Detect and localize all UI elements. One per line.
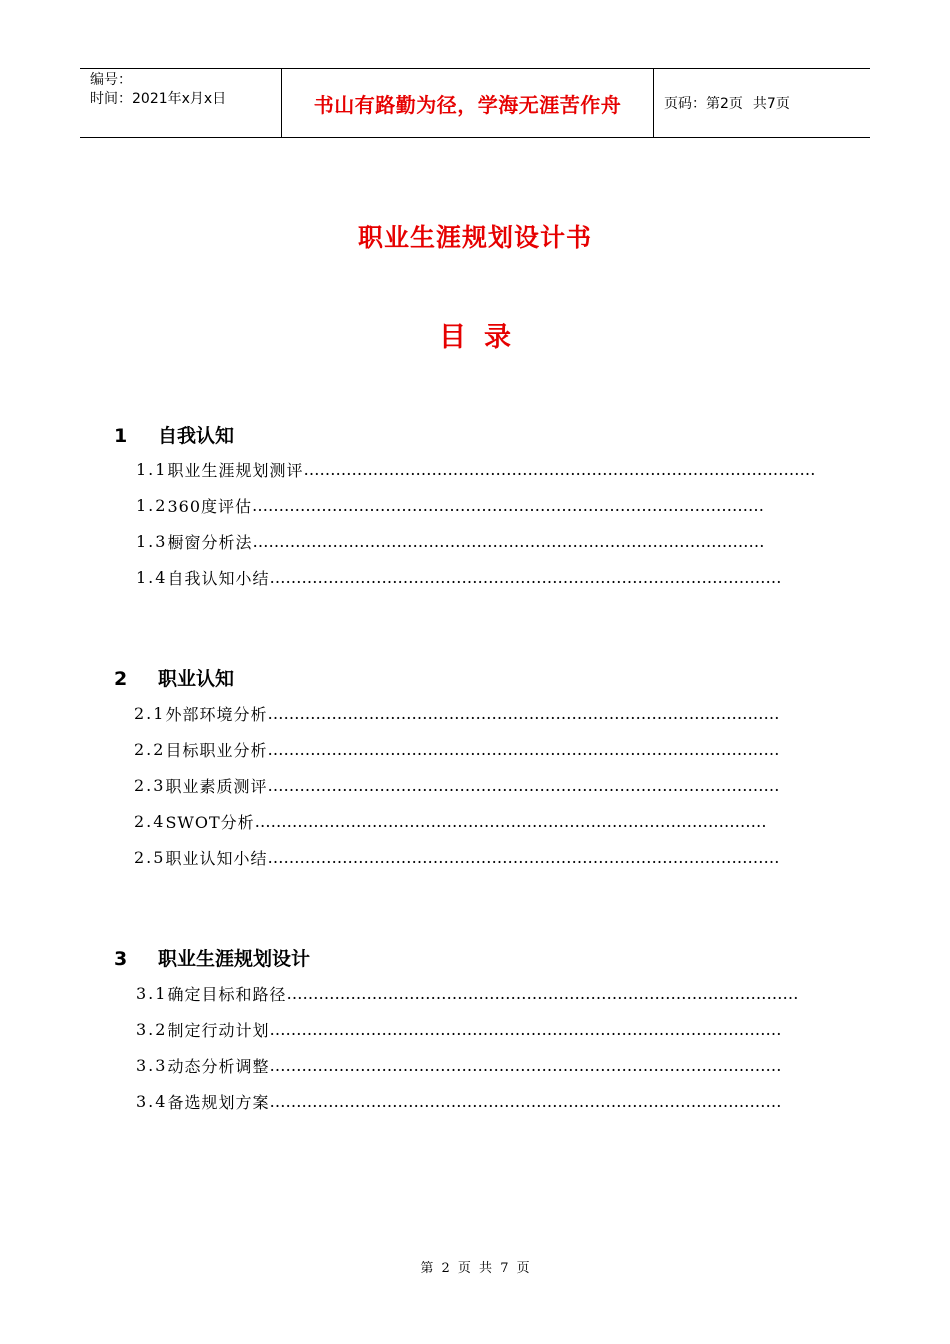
toc-entry[interactable]: [134, 845, 780, 869]
toc-entry[interactable]: [134, 701, 780, 725]
toc-entry[interactable]: [136, 457, 816, 481]
document-title: 职业生涯规划设计书: [357, 223, 592, 252]
header-page-code: 页码：第2页: [664, 96, 743, 112]
entry-number: 3.4: [136, 1091, 168, 1111]
section-number: 1: [114, 425, 128, 447]
page-footer: 第 2 页 共 7 页: [420, 1261, 530, 1276]
entry-number: 1.3: [136, 531, 168, 551]
toc-section-heading[interactable]: [114, 421, 234, 448]
entry-text: 确定目标和路径: [167, 984, 287, 1004]
entry-number: 2.4: [134, 811, 166, 831]
toc-entry[interactable]: [136, 529, 765, 553]
entry-text: 360度评估: [167, 496, 252, 516]
section-number: 2: [114, 668, 128, 690]
header-number-label: 编号：: [90, 72, 132, 88]
leader-dots: ……………………………………………………………………………………: [286, 983, 799, 1003]
page-header: [80, 68, 870, 138]
entry-number: 3.1: [136, 983, 168, 1003]
toc-entry[interactable]: [136, 565, 782, 589]
leader-dots: ……………………………………………………………………………………: [267, 775, 780, 795]
section-title: 职业认知: [158, 668, 235, 690]
entry-text: 外部环境分析: [165, 704, 268, 724]
entry-text: SWOT分析: [165, 812, 255, 832]
header-motto: 书山有路勤为径，学海无涯苦作舟: [282, 69, 654, 137]
toc-entry[interactable]: [134, 773, 780, 797]
entry-text: 橱窗分析法: [167, 532, 253, 552]
entry-text: 备选规划方案: [167, 1092, 270, 1112]
entry-text: 职业生涯规划测评: [167, 460, 304, 480]
leader-dots: ……………………………………………………………………………………: [267, 739, 780, 759]
entry-number: 1.2: [136, 495, 168, 515]
toc-entry[interactable]: [136, 1053, 782, 1077]
toc-title: 目录: [439, 322, 529, 353]
leader-dots: ……………………………………………………………………………………: [269, 567, 782, 587]
section-title: 自我认知: [158, 425, 235, 447]
entry-number: 2.3: [134, 775, 166, 795]
entry-number: 2.5: [134, 847, 166, 867]
entry-text: 职业认知小结: [165, 848, 268, 868]
entry-text: 动态分析调整: [167, 1056, 270, 1076]
entry-text: 目标职业分析: [165, 740, 268, 760]
entry-number: 3.3: [136, 1055, 168, 1075]
leader-dots: ……………………………………………………………………………………: [269, 1091, 782, 1111]
entry-number: 1.4: [136, 567, 168, 587]
entry-number: 2.2: [134, 739, 166, 759]
header-page-total: 共7页: [752, 96, 790, 112]
leader-dots: ……………………………………………………………………………………: [254, 811, 767, 831]
toc-entry[interactable]: [136, 1017, 782, 1041]
header-meta: [80, 69, 282, 137]
entry-text: 自我认知小结: [167, 568, 270, 588]
toc-section-heading[interactable]: [114, 664, 234, 691]
leader-dots: ……………………………………………………………………………………: [303, 459, 816, 479]
leader-dots: ……………………………………………………………………………………: [252, 495, 764, 515]
toc-section-heading[interactable]: [114, 944, 310, 971]
entry-number: 2.1: [134, 703, 166, 723]
leader-dots: ……………………………………………………………………………………: [267, 847, 780, 867]
entry-number: 1.1: [136, 459, 168, 479]
section-title: 职业生涯规划设计: [158, 948, 311, 970]
leader-dots: ……………………………………………………………………………………: [267, 703, 780, 723]
leader-dots: ……………………………………………………………………………………: [269, 1055, 782, 1075]
header-time-label: 时间：2021年x月x日: [90, 91, 227, 107]
leader-dots: ……………………………………………………………………………………: [252, 531, 765, 551]
header-page-info: [654, 69, 870, 137]
entry-text: 制定行动计划: [167, 1020, 270, 1040]
leader-dots: ……………………………………………………………………………………: [269, 1019, 782, 1039]
entry-number: 3.2: [136, 1019, 168, 1039]
toc-entry[interactable]: [136, 493, 764, 517]
entry-text: 职业素质测评: [165, 776, 268, 796]
toc-entry[interactable]: [134, 737, 780, 761]
toc-entry[interactable]: [134, 809, 767, 833]
toc-entry[interactable]: [136, 981, 799, 1005]
toc-entry[interactable]: [136, 1089, 782, 1113]
section-number: 3: [114, 948, 128, 970]
